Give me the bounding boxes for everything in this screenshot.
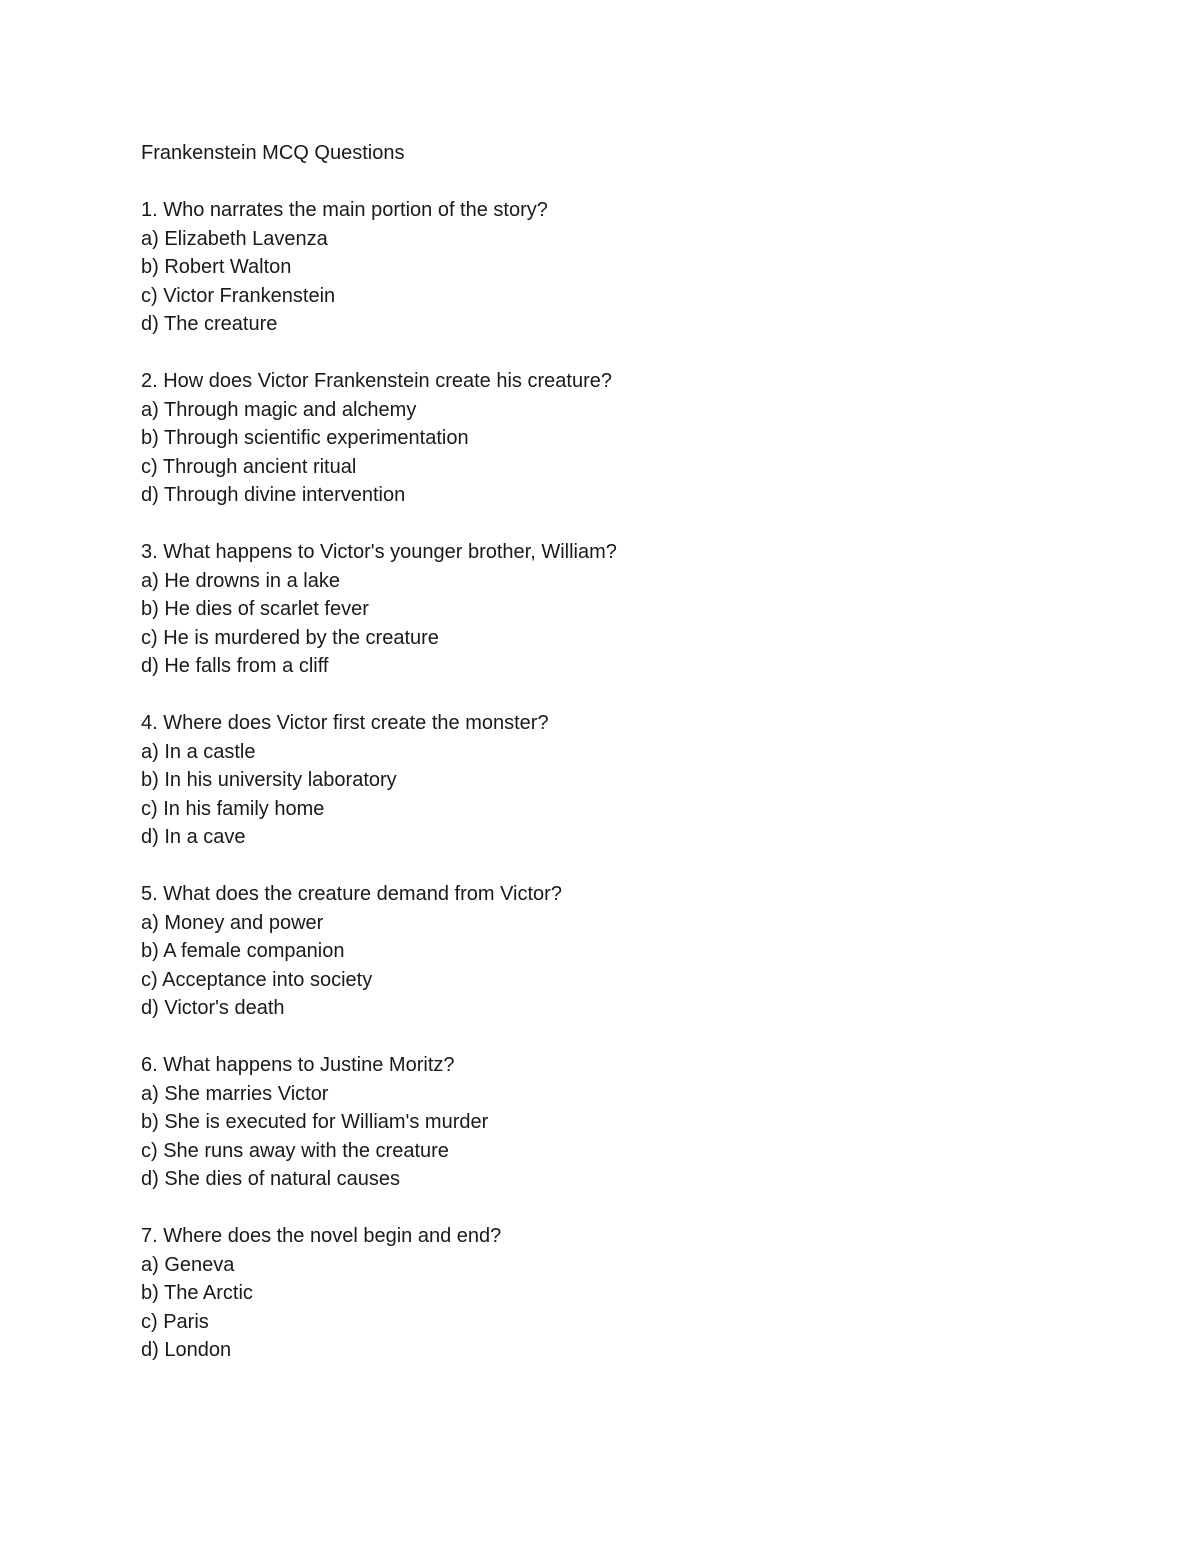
question-text: 6. What happens to Justine Moritz? xyxy=(141,1054,455,1076)
option-d: d) In a cave xyxy=(141,826,246,848)
option-c: c) He is murdered by the creature xyxy=(141,626,439,649)
option-a: a) She marries Victor xyxy=(141,1082,329,1105)
question-text: 3. What happens to Victor's younger brother, William? xyxy=(141,541,617,563)
option-c: c) She runs away with the creature xyxy=(141,1139,449,1162)
option-d: d) Through divine intervention xyxy=(141,484,406,506)
option-c: c) Acceptance into society xyxy=(141,968,373,991)
option-b: b) The Arctic xyxy=(141,1282,253,1304)
question-text: 4. Where does Victor first create the monster? xyxy=(141,712,549,734)
option-c: c) Victor Frankenstein xyxy=(141,284,336,307)
question-text: 7. Where does the novel begin and end? xyxy=(141,1225,502,1247)
option-d: d) She dies of natural causes xyxy=(141,1168,401,1190)
option-c: c) Paris xyxy=(141,1310,209,1333)
option-c: c) In his family home xyxy=(141,797,325,820)
option-b: b) A female companion xyxy=(141,940,345,962)
option-a: a) He drowns in a lake xyxy=(141,569,340,592)
document-title: Frankenstein MCQ Questions xyxy=(141,142,405,164)
option-c: c) Through ancient ritual xyxy=(141,455,357,478)
option-a: a) Through magic and alchemy xyxy=(141,398,417,421)
question-1 xyxy=(141,196,1141,339)
question-5 xyxy=(141,880,1141,1023)
question-text: 1. Who narrates the main portion of the story? xyxy=(141,199,548,221)
question-7 xyxy=(141,1222,1141,1365)
option-b: b) Robert Walton xyxy=(141,256,292,278)
question-6 xyxy=(141,1051,1141,1194)
option-b: b) She is executed for William's murder xyxy=(141,1111,489,1133)
document-page xyxy=(141,139,1141,1393)
question-text: 5. What does the creature demand from Victor? xyxy=(141,883,562,905)
question-text: 2. How does Victor Frankenstein create his creature? xyxy=(141,370,612,392)
option-d: d) He falls from a cliff xyxy=(141,655,329,677)
option-a: a) Elizabeth Lavenza xyxy=(141,227,328,250)
question-2 xyxy=(141,367,1141,510)
question-4 xyxy=(141,709,1141,852)
option-d: d) London xyxy=(141,1339,232,1361)
option-b: b) Through scientific experimentation xyxy=(141,427,469,449)
option-d: d) Victor's death xyxy=(141,997,285,1019)
option-a: a) Money and power xyxy=(141,911,324,934)
option-b: b) In his university laboratory xyxy=(141,769,397,791)
option-d: d) The creature xyxy=(141,313,278,335)
option-a: a) Geneva xyxy=(141,1253,235,1276)
question-3 xyxy=(141,538,1141,681)
option-b: b) He dies of scarlet fever xyxy=(141,598,369,620)
option-a: a) In a castle xyxy=(141,740,256,763)
